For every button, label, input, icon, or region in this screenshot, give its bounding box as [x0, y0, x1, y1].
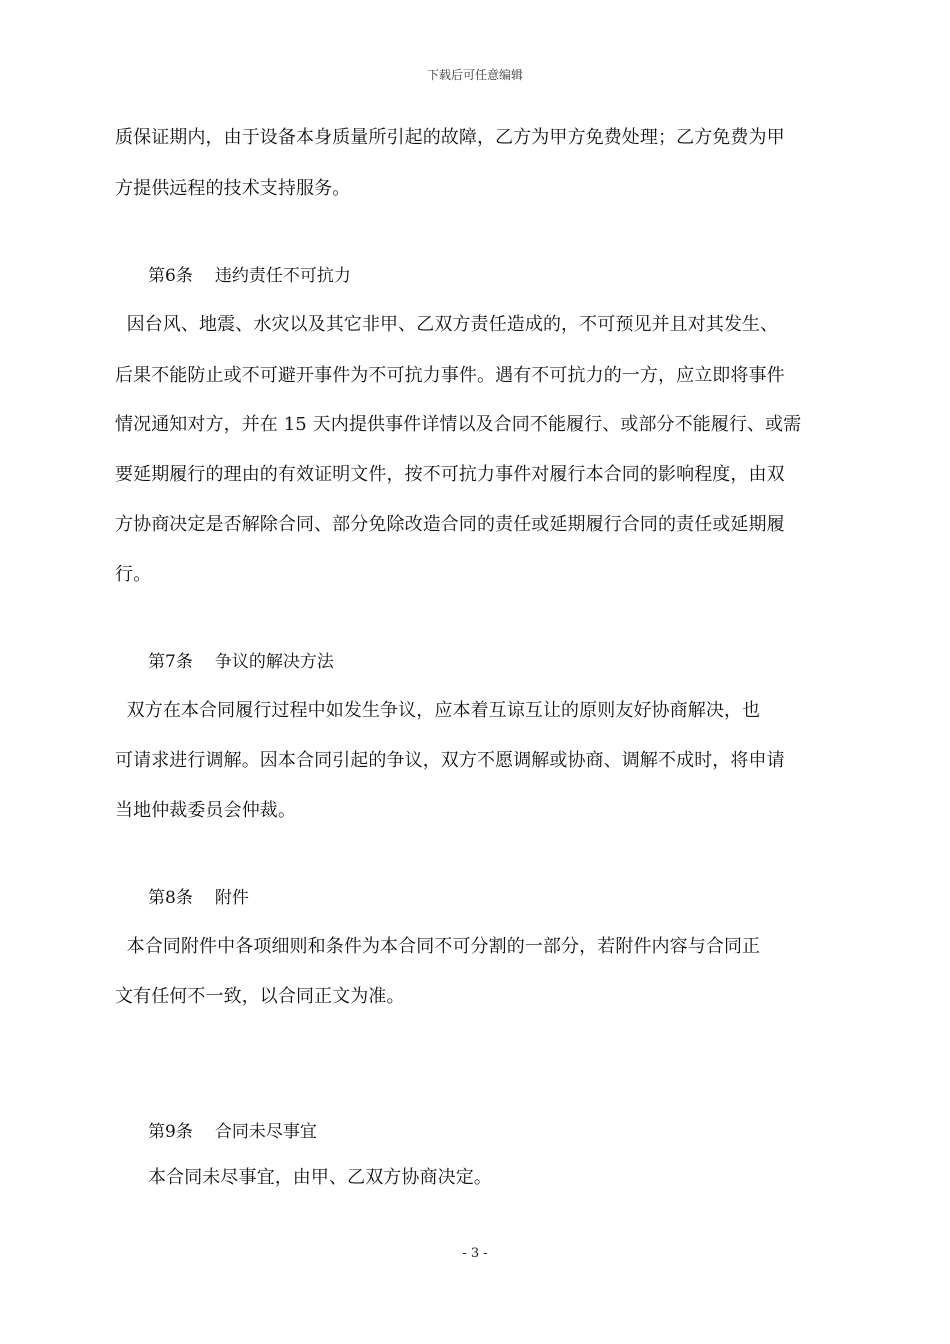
article-title: 违约责任不可抗力	[214, 266, 351, 286]
paragraph-line: 当地仲裁委员会仲裁。	[115, 800, 296, 821]
article-heading	[148, 1120, 317, 1144]
article-title: 合同未尽事宜	[214, 1122, 317, 1142]
article-number: 第6条	[148, 266, 193, 286]
article-heading	[148, 264, 351, 288]
paragraph-line: 后果不能防止或不可避开事件为不可抗力事件。遇有不可抗力的一方，应立即将事件	[115, 365, 785, 386]
paragraph-line: 本合同未尽事宜，由甲、乙双方协商决定。	[148, 1167, 492, 1188]
paragraph-line: 因台风、地震、水灾以及其它非甲、乙双方责任造成的，不可预见并且对其发生、	[115, 314, 779, 335]
paragraph-line: 文有任何不一致，以合同正文为准。	[115, 986, 405, 1007]
paragraph-line: 可请求进行调解。因本合同引起的争议，双方不愿调解或协商、调解不成时，将申请	[115, 750, 785, 771]
article-title: 附件	[214, 888, 249, 908]
paragraph-line: 情况通知对方，并在 15 天内提供事件详情以及合同不能履行、或部分不能履行、或需	[115, 414, 802, 435]
paragraph-line: 要延期履行的理由的有效证明文件，按不可抗力事件对履行本合同的影响程度，由双	[115, 464, 785, 485]
paragraph-line: 本合同附件中各项细则和条件为本合同不可分割的一部分，若附件内容与合同正	[115, 936, 761, 957]
article-heading	[148, 650, 334, 674]
paragraph-line: 质保证期内，由于设备本身质量所引起的故障，乙方为甲方免费处理；乙方免费为甲	[115, 127, 785, 148]
paragraph-line: 行。	[115, 564, 152, 585]
page-number: - 3 -	[462, 1246, 488, 1261]
paragraph-line: 方协商决定是否解除合同、部分免除改造合同的责任或延期履行合同的责任或延期履	[115, 514, 785, 535]
article-number: 第7条	[148, 652, 193, 672]
page-header: 下载后可任意编辑	[426, 68, 523, 82]
paragraph-line: 方提供远程的技术支持服务。	[115, 178, 351, 199]
article-title: 争议的解决方法	[214, 652, 334, 672]
article-number: 第9条	[148, 1122, 193, 1142]
article-heading	[148, 886, 249, 910]
paragraph-line: 双方在本合同履行过程中如发生争议，应本着互谅互让的原则友好协商解决，也	[115, 700, 761, 721]
article-number: 第8条	[148, 888, 193, 908]
